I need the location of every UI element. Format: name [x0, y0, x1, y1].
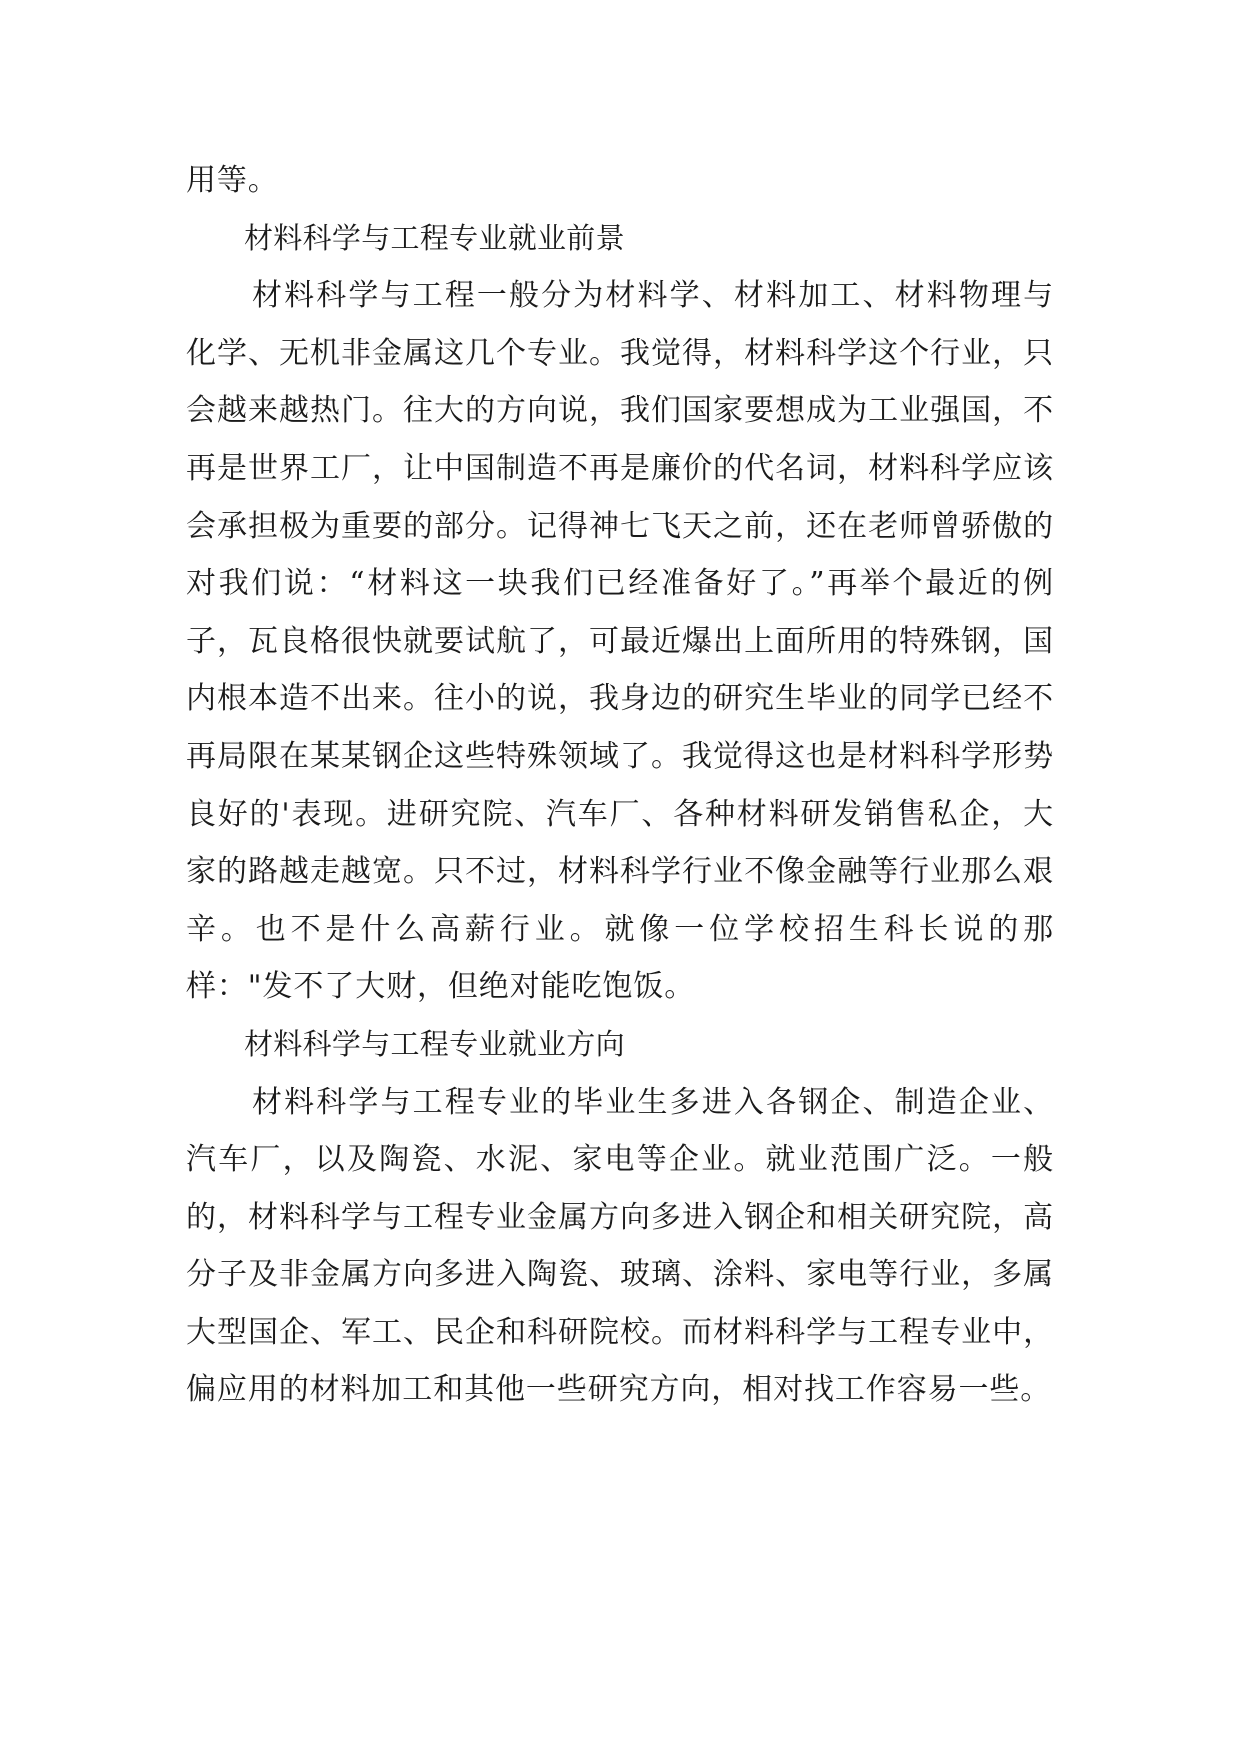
- paragraph-continuation: 用等。: [186, 163, 279, 198]
- paragraph-prospects: 材料科学与工程一般分为材料学、材料加工、材料物理与化学、无机非金属这几个专业。我觉得，材料科学这个行业，只会越来越热门。往大的方向说，我们国家要想成为工业强国，不再是世界工厂，让中国制造不再是廉价的代名词，材料科学应该会承担极为重要的部分。记得神七飞天之前，还在老师曾骄傲的对我们说：“材料这一块我们已经准备好了。”再举个最近的例子，瓦良格很快就要试航了，可最近爆出上面所用的特殊钢，国内根本造不出来。往小的说，我身边的研究生毕业的同学已经不再局限在某某钢企这些特殊领域了。我觉得这也是材料科学形势良好的'表现。进研究院、汽车厂、各种材料研发销售私企，大家的路越走越宽。只不过，材料科学行业不像金融等行业那么艰辛。也不是什么高薪行业。就像一位学校招生科长说的那样："发不了大财，但绝对能吃饱饭。: [186, 278, 1054, 1005]
- section-heading-directions: 材料科学与工程专业就业方向: [244, 1026, 625, 1061]
- document-body: [186, 152, 1054, 1419]
- section-heading-prospects: 材料科学与工程专业就业前景: [244, 220, 625, 255]
- paragraph-directions: 材料科学与工程专业的毕业生多进入各钢企、制造企业、汽车厂，以及陶瓷、水泥、家电等企业。就业范围广泛。一般的，材料科学与工程专业金属方向多进入钢企和相关研究院，高分子及非金属方向多进入陶瓷、玻璃、涂料、家电等行业，多属大型国企、军工、民企和科研院校。而材料科学与工程专业中，偏应用的材料加工和其他一些研究方向，相对找工作容易一些。: [186, 1084, 1054, 1408]
